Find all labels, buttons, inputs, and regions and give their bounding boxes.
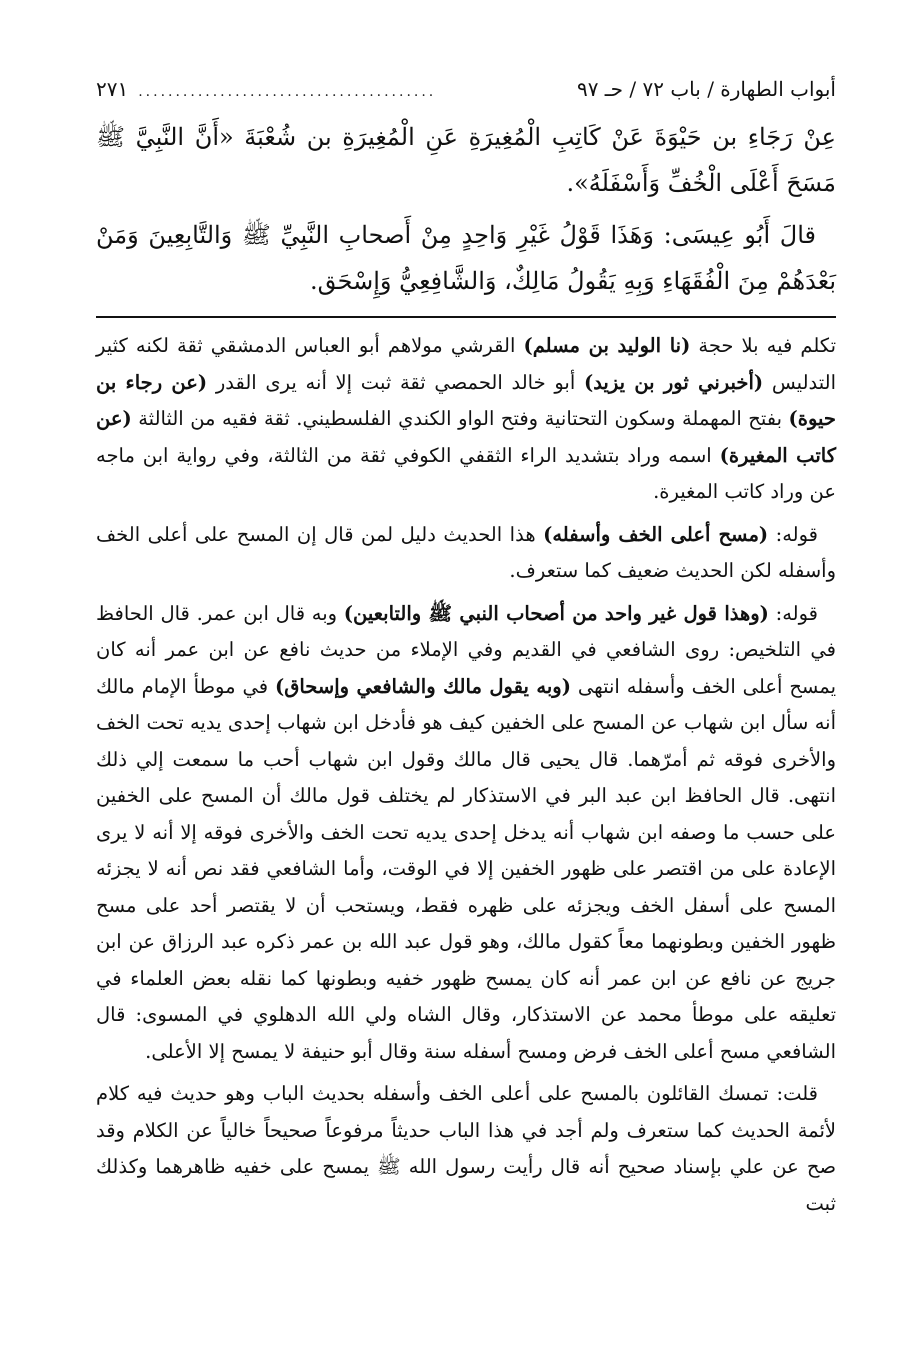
hadith-text	[96, 114, 836, 304]
commentary-paragraph-qultu	[96, 1076, 836, 1222]
commentary	[96, 328, 836, 1222]
leader-dots: ........................................	[138, 84, 437, 100]
text-span: تكلم فيه بلا حجة	[690, 334, 836, 357]
bold-quote: (وهذا قول غير واحد من أصحاب النبي ﷺ والتابعين)	[343, 601, 769, 625]
text-span: قوله:	[768, 601, 818, 625]
bold-quote: (نا الوليد بن مسلم)	[523, 334, 691, 357]
bold-quote: (أخبرني ثور بن يزيد)	[583, 370, 764, 394]
abu-isa-comment: قالَ أَبُو عِيسَى: وَهَذَا قَوْلُ غَيْرِ وَاحِدٍ مِنْ أَصحابِ النَّبِيِّ ﷺ وَالتَّابِعِينَ وَمَنْ بَعْدَهُمْ مِنَ الْفُقَهَاءِ وَبِهِ يَقُولُ مَالِكٌ، وَالشَّافِعِيُّ وَإِسْحَق.	[96, 221, 836, 295]
section-divider	[96, 316, 836, 318]
commentary-paragraph-narrators	[96, 328, 836, 511]
page-number: ٢٧١	[96, 77, 129, 101]
commentary-paragraph-mash	[96, 517, 836, 590]
hadith-chain: عِنْ رَجَاءِ بن حَيْوَةَ عَنْ كَاتِبِ الْمُغِيرَةِ عَنِ الْمُغِيرَةِ بن شُعْبَةَ «أَنَّ النَّبِيَّ ﷺ مَسَحَ أَعْلَى الْخُفِّ وَأَسْفَلَهُ».	[96, 123, 836, 197]
bold-quote: (وبه يقول مالك والشافعي وإسحاق)	[274, 674, 571, 698]
commentary-paragraph-companions	[96, 596, 836, 1071]
chapter-title: أبواب الطهارة / باب ٧٢ / حـ ٩٧	[576, 77, 836, 101]
bold-quote: (عن رجاء بن حيوة)	[96, 370, 836, 430]
text-span: وبه قال ابن عمر. قال الحافظ في التلخيص: روى الشافعي في القديم وفي الإملاء من حديث نافع عن ابن عمر أنه كان يمسح أعلى الخف وأسفله انتهى	[96, 601, 836, 698]
text-span: اسمه وراد بتشديد الراء الثقفي الكوفي ثقة من الثالثة، وفي رواية ابن ماجه عن وراد كاتب المغيرة.	[96, 443, 836, 503]
bold-quote: (عن كاتب المغيرة)	[96, 407, 836, 467]
text-span: هذا الحديث دليل لمن قال إن المسح على أعلى الخف وأسفله لكن الحديث ضعيف كما ستعرف.	[96, 522, 836, 582]
running-header	[96, 74, 836, 108]
bold-quote: (مسح أعلى الخف وأسفله)	[543, 522, 769, 546]
text-span: بفتح المهملة وسكون التحتانية وفتح الواو الكندي الفلسطيني. ثقة فقيه من الثالثة	[131, 407, 789, 430]
text-span: قلت: تمسك القائلون بالمسح على أعلى الخف وأسفله بحديث الباب وهو حديث فيه كلام لأئمة الحديث كما ستعرف ولم أجد في هذا الباب حديثاً مرفوعاً صحيحاً خالياً عن الكلام وقد صح عن علي بإسناد صحيح أنه قال رأيت رسول الله ﷺ يمسح على خفيه ظاهرهما وكذلك ثبت	[96, 1082, 836, 1215]
text-span: قوله:	[768, 522, 818, 546]
text-span: القرشي مولاهم أبو العباس الدمشقي ثقة لكنه كثير التدليس	[96, 334, 836, 394]
text-span: في موطأ الإمام مالك أنه سأل ابن شهاب عن المسح على الخفين كيف هو فأدخل ابن شهاب إحدى يديه تحت الخف والأخرى فوقه ثم أمرّهما. قال يحيى قال مالك وقول ابن شهاب أحب ما سمعت إلي ذلك انتهى. قال الحافظ ابن عبد البر في الاستذكار لم يختلف قول مالك أن المسح على الخفين على حسب ما وصفه ابن شهاب أنه يدخل إحدى يديه تحت الخف والأخرى فوقه إلا أنه لا يرى الإعادة على من اقتصر على ظهور الخفين إلا في الوقت، وأما الشافعي فقد نص أنه لا يجزئه المسح على أسفل الخف ويجزئه على ظهره فقط، ويستحب أن لا يقتصر أحد على مسح ظهور الخفين وبطونهما معاً كقول مالك، وهو قول عبد الله بن عمر ذكره عبد الرزاق عن ابن جريج عن نافع عن ابن عمر أنه كان يمسح ظهور خفيه وبطونها كما نقله بعض العلماء في تعليقه على موطأ محمد عن الاستذكار، وقال الشاه ولي الله الدهلوي في المسوى: قال الشافعي مسح أعلى الخف فرض ومسح أسفله سنة وقال أبو حنيفة لا يمسح إلا الأعلى.	[96, 674, 836, 1063]
text-span: أبو خالد الحمصي ثقة ثبت إلا أنه يرى القدر	[207, 370, 584, 394]
